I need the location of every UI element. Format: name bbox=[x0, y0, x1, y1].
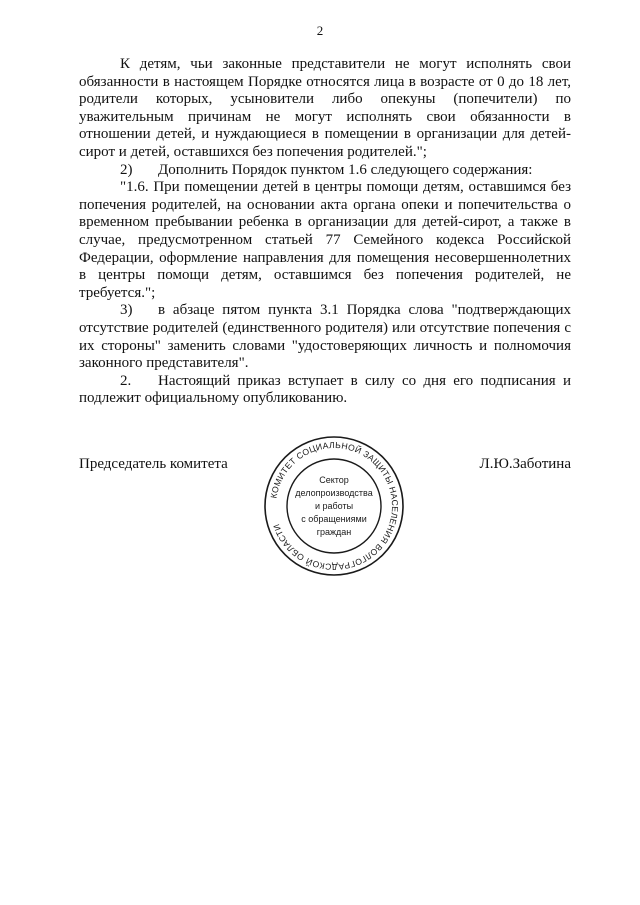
stamp-center-line: и работы bbox=[314, 501, 354, 511]
paragraph-children-definition: К детям, чьи законные представители не могут исполнять свои обязанности в настоящем Порядке относятся лица в возрасте от 0 до 18 лет, родители которых, усыновители либо опекуны (попечители) по уважительным причинам не могут исполнять свои обязанности в отношении детей, и нуждающиеся в помещении в организации для детей-сирот и детей, оставшихся без попечения родителей."; bbox=[79, 56, 571, 160]
stamp-center-line: граждан bbox=[316, 527, 352, 537]
stamp-center-line: с обращениями bbox=[301, 514, 367, 524]
list-item-text: в абзаце пятом пункта 3.1 Порядка слова "подтверждающих отсутствие родителей (единственного родителя) или отсутствие попечения с их стороны" заменить словами "удостоверяющих личность и полномочия законного представителя". bbox=[79, 302, 571, 372]
stamp-center-line: Сектор bbox=[319, 475, 349, 485]
list-item-2 bbox=[79, 162, 571, 180]
list-item-text: Дополнить Порядок пунктом 1.6 следующего содержания: bbox=[158, 161, 533, 178]
stamp-center-line: делопроизводства bbox=[295, 488, 373, 498]
list-item-number: 2. bbox=[120, 372, 132, 389]
list-item-3 bbox=[79, 302, 571, 372]
list-item-number: 3) bbox=[120, 302, 133, 319]
list-item-text: Настоящий приказ вступает в силу со дня его подписания и подлежит официальному опубликованию. bbox=[79, 372, 571, 407]
list-item-order-effect bbox=[79, 373, 571, 408]
signer-name: Л.Ю.Заботина bbox=[479, 456, 571, 472]
signer-title: Председатель комитета bbox=[79, 456, 228, 472]
body-text bbox=[79, 56, 571, 408]
page-number: 2 bbox=[316, 23, 324, 38]
list-item-number: 2) bbox=[120, 161, 133, 178]
paragraph-clause-1-6: "1.6. При помещении детей в центры помощи детям, оставшимся без попечения родителей, на основании акта органа опеки и попечительства о временном пребывании ребенка в организации для детей-сирот, а также в случае, предусмотренном статьей 77 Семейного кодекса Российской Федерации, оформление направления для помещения несовершеннолетних в центры помощи детям, оставшимся без попечения родителей, не требуется."; bbox=[79, 179, 571, 301]
official-stamp bbox=[262, 434, 406, 578]
stamp-ring-text: КОМИТЕТ СОЦИАЛЬНОЙ ЗАЩИТЫ НАСЕЛЕНИЯ ВОЛГОГРАДСКОЙ ОБЛАСТИ bbox=[268, 439, 401, 573]
